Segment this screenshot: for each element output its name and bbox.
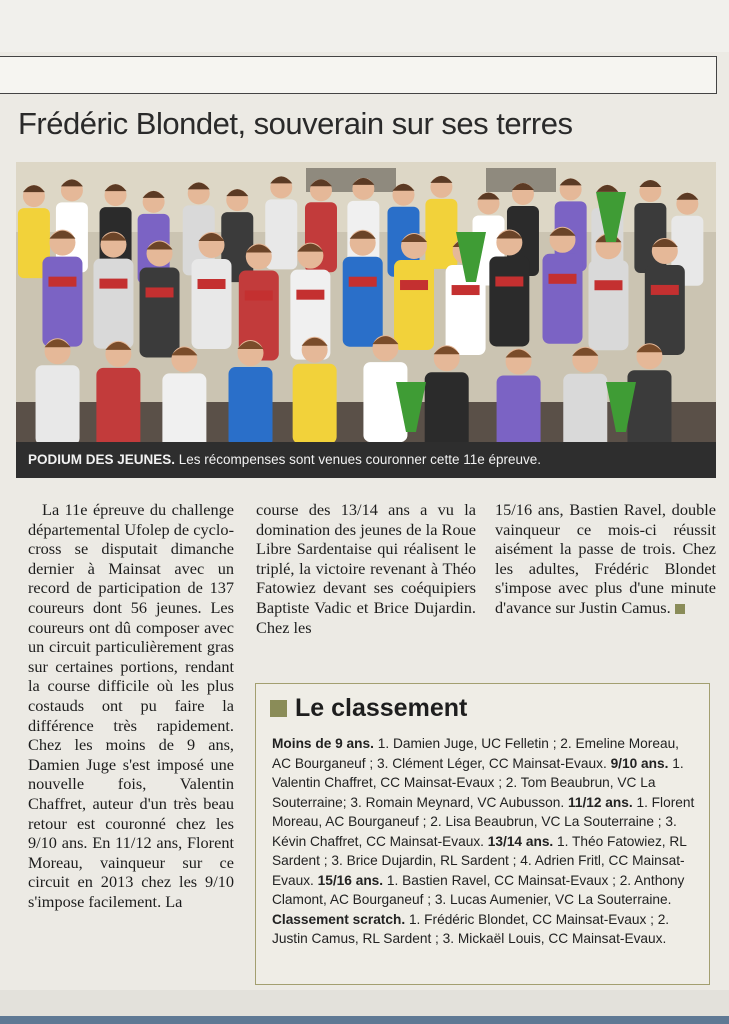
result-entries: 1. Valentin Chaffret, CC Mainsat-Evaux ; 2. Tom Beaubrun, VC La Souterraine; 3. Romain Meynard, VC Aubusson.: [272, 755, 684, 810]
result-category: 9/10 ans.: [610, 755, 669, 771]
photo-child-torso: [543, 254, 583, 344]
photo-jersey-stripe: [146, 287, 174, 297]
photo-jersey-stripe: [349, 277, 377, 287]
photo-child-torso: [162, 373, 206, 442]
photo-child-torso: [425, 199, 457, 269]
article-text-col1: La 11e épreuve du challenge départemental Ufolep de cyclo-cross se disputait dimanche dernier à Mainsat avec un record de participation de 137 coureurs dont 56 jeunes. Les coureurs ont dû composer avec un circuit particulièrement gras sur certaines portions, rendant la course difficile où les plus costauds ont pu faire la différence très rapidement. Chez les moins de 9 ans, Damien Juge s'est imposé une nouvelle fois, Valentin Chaffret, auteur d'un très beau retour est couronné chez les 9/10 ans. En 11/12 ans, Florent Moreau, vainqueur sur ce circuit en 2013 chez les 9/10 s'impose facilement. La: [28, 500, 234, 911]
results-title: Le classement: [295, 694, 468, 722]
article-headline: Frédéric Blondet, souverain sur ses terres: [18, 106, 573, 141]
result-entries: 1. Théo Fatowiez, RL Sardent ; 3. Brice Dujardin, RL Sardent ; 4. Adrien Fritl, CC Mainsat-Evaux.: [272, 833, 687, 888]
photo-child-torso: [42, 257, 82, 347]
photo-jersey-stripe: [99, 279, 127, 289]
result-category: 11/12 ans.: [567, 794, 633, 810]
photo-jersey-stripe: [651, 285, 679, 295]
photo-child-torso: [497, 375, 541, 442]
result-entries: 1. Florent Moreau, AC Bourganeuf ; 2. Lisa Beaubrun, VC La Souterraine ; 3. Kévin Chaffret, CC Mainsat-Evaux.: [272, 794, 695, 849]
podium-photo: [16, 162, 716, 442]
results-header: [270, 694, 467, 723]
result-category: Classement scratch.: [272, 911, 406, 927]
article-column-3: [495, 500, 716, 618]
photo-child-torso: [425, 372, 469, 442]
end-of-article-mark: [675, 604, 685, 614]
photo-jersey-stripe: [594, 280, 622, 290]
photo-child-torso: [229, 367, 273, 442]
results-text: [272, 734, 700, 949]
photo-child-torso: [627, 370, 671, 442]
page-top-band: [0, 0, 729, 52]
result-category: 15/16 ans.: [317, 872, 384, 888]
photo-caption: [16, 442, 716, 478]
photo-child-torso: [36, 365, 80, 442]
photo-jersey-stripe: [495, 276, 523, 286]
photo-child-torso: [489, 256, 529, 346]
caption-lead: PODIUM DES JEUNES.: [28, 452, 176, 467]
photo-jersey-stripe: [452, 285, 480, 295]
photo-child-torso: [645, 265, 685, 355]
photo-child-torso: [588, 260, 628, 350]
photo-jersey-stripe: [48, 277, 76, 287]
photo-child-torso: [394, 260, 434, 350]
photo-jersey-stripe: [198, 279, 226, 289]
results-box: [255, 683, 710, 985]
photo-child-torso: [343, 257, 383, 347]
photo-jersey-stripe: [549, 274, 577, 284]
caption-text: Les récompenses sont venues couronner cette 11e épreuve.: [175, 452, 542, 467]
article-column-1: [28, 500, 234, 911]
photo-child-torso: [293, 364, 337, 442]
article-text-col2: course des 13/14 ans a vu la domination des jeunes de la Roue Libre Sardentaise qui réalisent le triplé, la victoire revenant à Théo Fatowiez devant ses coéquipiers Baptiste Vadic et Brice Dujardin. Chez les: [256, 500, 476, 637]
top-rule-box: [0, 56, 717, 94]
article-column-2: [256, 500, 476, 637]
result-category: Moins de 9 ans.: [272, 736, 374, 751]
result-entries: 1. Bastien Ravel, CC Mainsat-Evaux ; 2. Anthony Clamont, AC Bourganeuf ; 3. Lucas Aumenier, VC La Souterraine.: [272, 872, 685, 907]
photo-child-torso: [192, 259, 232, 349]
photo-child-torso: [140, 267, 180, 357]
photo-jersey-stripe: [400, 280, 428, 290]
photo-child-torso: [563, 374, 607, 442]
result-category: 13/14 ans.: [487, 833, 554, 849]
photo-child-torso: [93, 259, 133, 349]
article-text-col3: 15/16 ans, Bastien Ravel, double vainqueur ce mois-ci réussit aisément la passe de trois. Chez les adultes, Frédéric Blondet s'impose avec plus d'une minute d'avance sur Justin Camus.: [495, 500, 716, 617]
header-square-icon: [270, 700, 287, 717]
page-bottom-edge: [0, 1016, 729, 1024]
result-entries: 1. Frédéric Blondet, CC Mainsat-Evaux ; 2. Justin Camus, RL Sardent ; 3. Mickaël Louis, CC Mainsat-Evaux.: [272, 911, 670, 946]
result-entries: 1. Damien Juge, UC Felletin ; 2. Emeline Moreau, AC Bourganeuf ; 3. Clément Léger, CC Mainsat-Evaux.: [272, 736, 679, 771]
photo-child-torso: [96, 368, 140, 442]
photo-jersey-stripe: [245, 291, 273, 301]
photo-jersey-stripe: [296, 290, 324, 300]
